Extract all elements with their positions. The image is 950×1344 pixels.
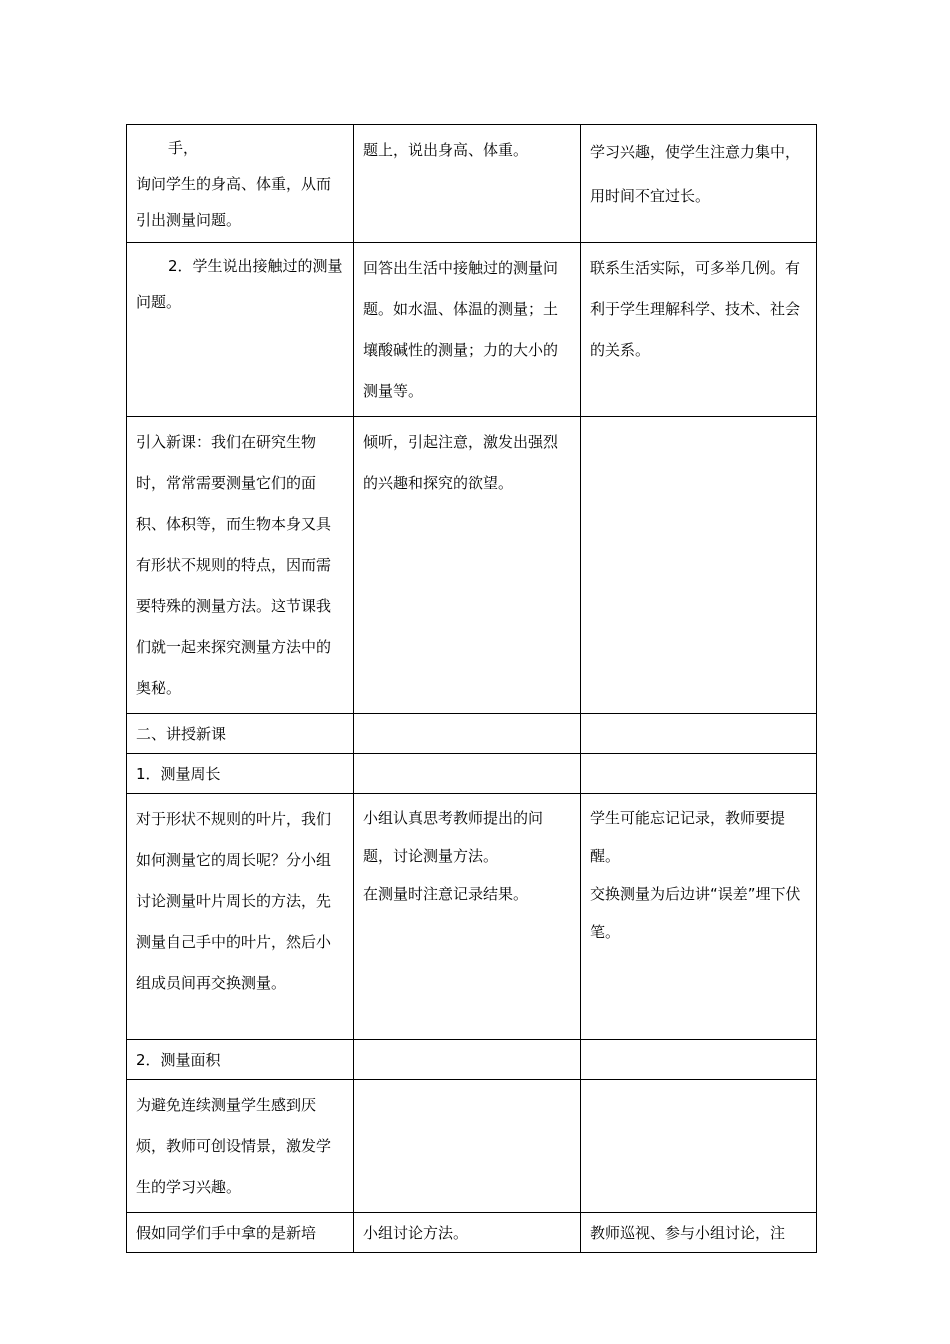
table-cell	[581, 794, 817, 1040]
table-row	[127, 1040, 817, 1080]
table-cell	[127, 1213, 354, 1253]
table-row	[127, 243, 817, 417]
table-cell	[581, 714, 817, 754]
cell-text: 教师巡视、参与小组讨论，注	[590, 1224, 786, 1242]
table-cell	[354, 1040, 581, 1080]
table-cell	[354, 417, 581, 714]
table-cell	[354, 1080, 581, 1213]
cell-text: 回答出生活中接触过的测量问题。如水温、体温的测量；土壤酸碱性的测量；力的大小的测量等。	[363, 259, 559, 400]
table-cell	[581, 417, 817, 714]
table-cell	[127, 794, 354, 1040]
cell-text: 为避免连续测量学生感到厌烦，教师可创设情景，激发学生的学习兴趣。	[136, 1096, 332, 1196]
table-cell	[127, 714, 354, 754]
table-row	[127, 714, 817, 754]
table-row	[127, 1080, 817, 1213]
cell-text: 在测量时注意记录结果。	[363, 885, 529, 903]
cell-text: 手，	[168, 139, 199, 157]
table-cell	[354, 1213, 581, 1253]
lesson-plan-table	[126, 124, 817, 1253]
table-cell	[581, 1040, 817, 1080]
table-cell	[581, 1080, 817, 1213]
table-cell	[354, 714, 581, 754]
cell-text: 对于形状不规则的叶片，我们如何测量它的周长呢？分小组讨论测量叶片周长的方法，先测量自己手中的叶片，然后小组成员间再交换测量。	[136, 810, 332, 992]
table-row	[127, 125, 817, 243]
table-row	[127, 794, 817, 1040]
table-cell	[127, 754, 354, 794]
table-row	[127, 1213, 817, 1253]
table-cell	[354, 243, 581, 417]
table-cell	[581, 1213, 817, 1253]
table-cell	[581, 754, 817, 794]
table-cell	[581, 125, 817, 243]
table-cell	[354, 794, 581, 1040]
cell-text: 小组讨论方法。	[363, 1224, 469, 1242]
cell-text: 2．测量面积	[136, 1051, 221, 1069]
cell-text: 询问学生的身高、体重，从而引出测量问题。	[136, 175, 332, 229]
cell-text: 2．学生说出接触过的测量问题。	[136, 257, 343, 311]
table-row	[127, 417, 817, 714]
table-cell	[127, 1040, 354, 1080]
cell-text: 1．测量周长	[136, 765, 221, 783]
cell-text: 交换测量为后边讲“误差”埋下伏笔。	[590, 885, 801, 941]
table-cell	[127, 417, 354, 714]
table-row	[127, 754, 817, 794]
cell-text: 二、讲授新课	[136, 725, 227, 743]
table-cell	[581, 243, 817, 417]
table-cell	[354, 125, 581, 243]
cell-text: 学生可能忘记记录，教师要提醒。	[590, 809, 786, 865]
table-cell	[127, 125, 354, 243]
cell-text: 学习兴趣，使学生注意力集中，用时间不宜过长。	[590, 143, 801, 205]
table-cell	[354, 754, 581, 794]
cell-text: 倾听，引起注意，激发出强烈的兴趣和探究的欲望。	[363, 433, 559, 492]
table-cell	[127, 243, 354, 417]
cell-text: 引入新课：我们在研究生物时，常常需要测量它们的面积、体积等，而生物本身又具有形状不规则的特点，因而需要特殊的测量方法。这节课我们就一起来探究测量方法中的奥秘。	[136, 433, 332, 697]
cell-text: 题上，说出身高、体重。	[363, 141, 529, 159]
cell-text: 联系生活实际，可多举几例。有利于学生理解科学、技术、社会的关系。	[590, 259, 801, 359]
cell-text: 假如同学们手中拿的是新培	[136, 1224, 317, 1242]
table-cell	[127, 1080, 354, 1213]
cell-text: 小组认真思考教师提出的问题，讨论测量方法。	[363, 809, 544, 865]
